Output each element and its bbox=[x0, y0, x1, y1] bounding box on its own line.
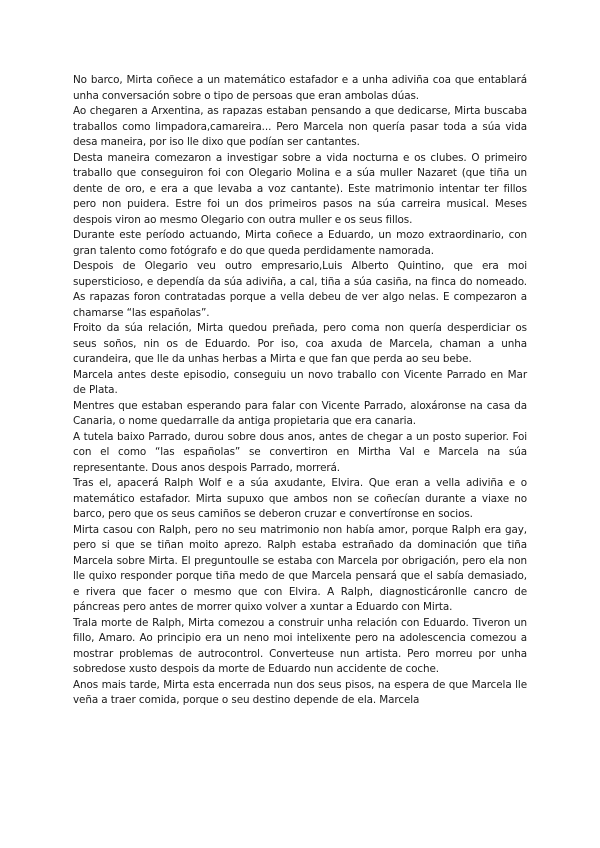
paragraph: Despois de Olegario veu outro empresario,Luis Alberto Quintino, que era moi supersticioso, e dependía da súa adiviña, a cal, tiña a súa casiña, na finca do nomeado. As rapazas foron contratadas porque a vella debeu de ver algo nelas. E compezaron a chamarse “las españolas”. bbox=[73, 260, 527, 319]
paragraph: Anos mais tarde, Mirta esta encerrada nun dos seus pisos, na espera de que Marcela lle veña a traer comida, porque o seu destino depende de ela. Marcela bbox=[73, 678, 527, 706]
paragraph: Desta maneira comezaron a investigar sobre a vida nocturna e os clubes. O primeiro traballo que conseguiron foi con Olegario Molina e a súa muller Nazaret (que tiña un dente de oro, e era a que levaba a voz cantante). Este matrimonio intentar ter fillos pero non puidera. Estre foi un dos primeiros pasos na súa carreira musical. Meses despois viron ao mesmo Olegario con outra muller e os seus fillos. bbox=[73, 151, 527, 226]
paragraph: Mentres que estaban esperando para falar con Vicente Parrado, aloxáronse na casa da Canaria, o nome quedarralle da antiga propietaria que era canaria. bbox=[73, 399, 527, 427]
body-text bbox=[73, 73, 527, 709]
paragraph: Tras el, apacerá Ralph Wolf e a súa axudante, Elvira. Que eran a vella adiviña e o matemático estafador. Mirta supuxo que ambos non se coñecían durante a viaxe no barco, pero que os seus camiños se deberon cruzar e convertíronse en socios. bbox=[73, 477, 527, 520]
paragraph: Marcela antes deste episodio, conseguiu un novo traballo con Vicente Parrado en Mar de Plata. bbox=[73, 368, 527, 396]
paragraph: Mirta casou con Ralph, pero no seu matrimonio non había amor, porque Ralph era gay, pero si que se tiñan moito aprezo. Ralph estaba estrañado da dominación que tiña Marcela sobre Mirta. El preguntoulle se estaba con Marcela por obrigación, pero ela non lle quixo responder porque tiña medo de que Marcela pensará que el sabía demasiado, e rivera que facer o mesmo que con Elvira. A Ralph, diagnosticáronlle cancro de páncreas pero antes de morrer quixo volver a xuntar a Eduardo con Mirta. bbox=[73, 523, 527, 613]
paragraph: Trala morte de Ralph, Mirta comezou a construir unha relación con Eduardo. Tiveron un fillo, Amaro. Ao principio era un neno moi intelixente pero na adolescencia comezou a mostrar problemas de autrocontrol. Converteuse nun artista. Pero morreu por unha sobredose xusto despois da morte de Eduardo nun accidente de coche. bbox=[73, 616, 527, 675]
paragraph: A tutela baixo Parrado, durou sobre dous anos, antes de chegar a un posto superior. Foi con el como “las españolas” se convertiron en Mirtha Val e Marcela na súa representante. Dous anos despois Parrado, morrerá. bbox=[73, 430, 527, 474]
paragraph: Froito da súa relación, Mirta quedou preñada, pero coma non quería desperdiciar os seus soños, nin os de Eduardo. Por iso, coa axuda de Marcela, chaman a unha curandeira, que lle da unhas herbas a Mirta e que fan que perda ao seu bebe. bbox=[73, 322, 527, 365]
paragraph: Ao chegaren a Arxentina, as rapazas estaban pensando a que dedicarse, Mirta buscaba traballos como limpadora,camareira... Pero Marcela non quería pasar toda a súa vida desa maneira, por iso lle dixo que podían ser cantantes. bbox=[73, 105, 527, 148]
paragraph: Durante este período actuando, Mirta coñece a Eduardo, un mozo extraordinario, con gran talento como fotógrafo e do que queda perdidamente namorada. bbox=[73, 229, 527, 257]
paragraph: No barco, Mirta coñece a un matemático estafador e a unha adiviña coa que entablará unha conversación sobre o tipo de persoas que eran ambolas dúas. bbox=[73, 74, 527, 102]
